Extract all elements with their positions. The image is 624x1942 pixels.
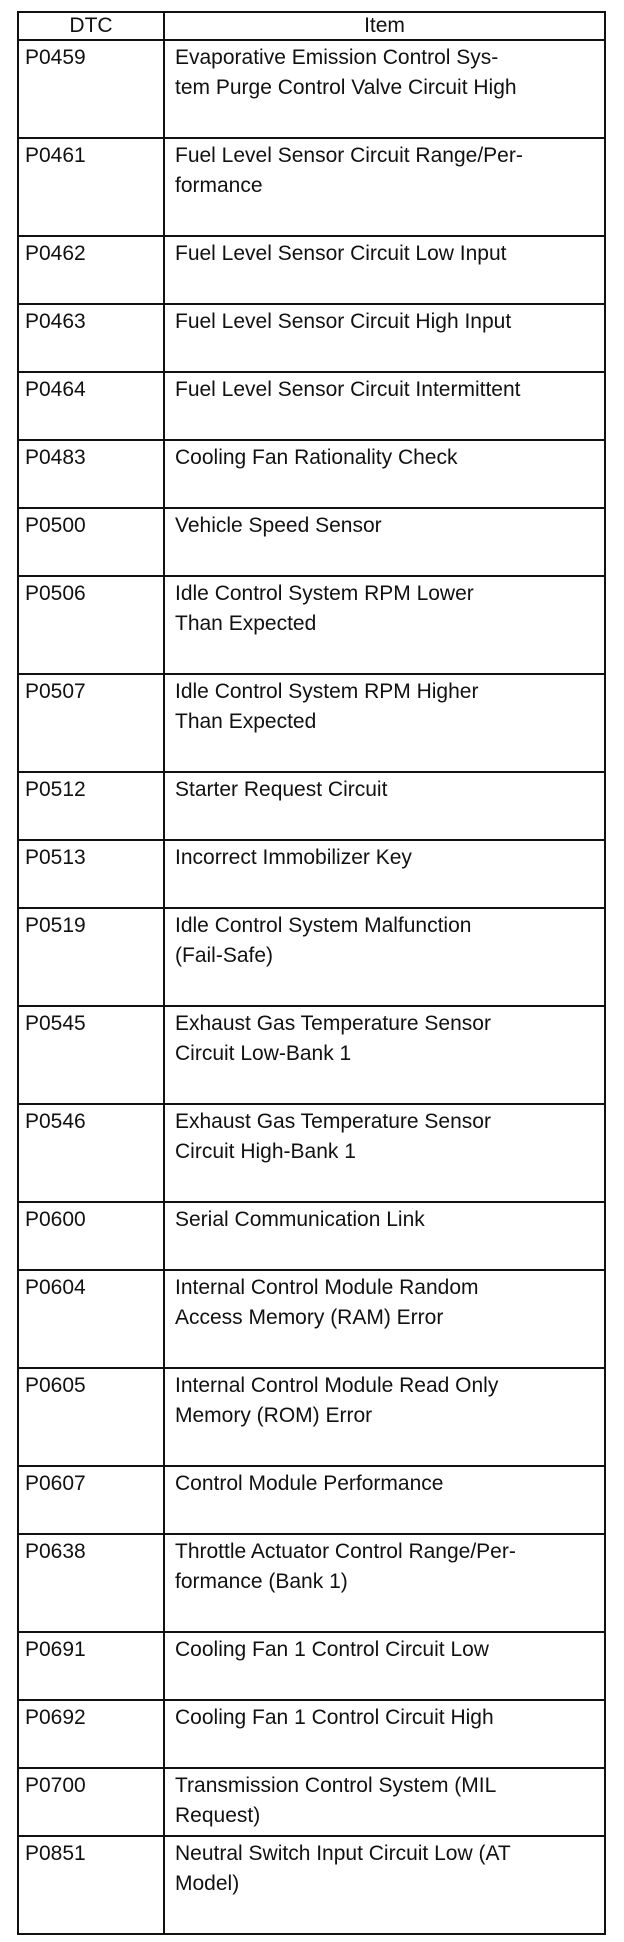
table-row (18, 674, 605, 772)
dtc-item-line: Fuel Level Sensor Circuit High Input (175, 310, 512, 333)
table-row (18, 1700, 605, 1768)
table-row (18, 772, 605, 840)
dtc-code-cell: P0513 (18, 840, 164, 908)
header-item: Item (164, 12, 605, 40)
table-row (18, 1270, 605, 1368)
dtc-code-cell: P0463 (18, 304, 164, 372)
dtc-code-cell: P0519 (18, 908, 164, 1006)
dtc-item-line: Access Memory (RAM) Error (175, 1306, 444, 1329)
dtc-item-line: Model) (175, 1872, 240, 1895)
dtc-item-cell (164, 1768, 605, 1836)
dtc-item-cell (164, 1270, 605, 1368)
dtc-item-cell (164, 40, 605, 138)
dtc-item-line: Cooling Fan 1 Control Circuit High (175, 1706, 494, 1729)
dtc-item-line: Neutral Switch Input Circuit Low (AT (175, 1842, 511, 1865)
dtc-item-cell (164, 772, 605, 840)
dtc-item-line: Vehicle Speed Sensor (175, 514, 382, 537)
dtc-item-line: Idle Control System Malfunction (175, 914, 472, 937)
dtc-item-cell (164, 840, 605, 908)
table-row (18, 1534, 605, 1632)
table-row (18, 1104, 605, 1202)
dtc-item-line: Idle Control System RPM Higher (175, 680, 479, 703)
dtc-item-cell (164, 236, 605, 304)
dtc-code-cell: P0545 (18, 1006, 164, 1104)
dtc-item-line: Fuel Level Sensor Circuit Range/Per- (175, 144, 523, 167)
dtc-item-cell (164, 1104, 605, 1202)
dtc-item-cell (164, 1700, 605, 1768)
dtc-code-cell: P0512 (18, 772, 164, 840)
dtc-item-cell (164, 508, 605, 576)
dtc-item-line: Internal Control Module Read Only (175, 1374, 499, 1397)
dtc-code-cell: P0638 (18, 1534, 164, 1632)
dtc-table (17, 11, 606, 1935)
dtc-item-line: Incorrect Immobilizer Key (175, 846, 412, 869)
dtc-item-line: Cooling Fan 1 Control Circuit Low (175, 1638, 489, 1661)
dtc-code-cell: P0691 (18, 1632, 164, 1700)
table-row (18, 1368, 605, 1466)
dtc-code-cell: P0692 (18, 1700, 164, 1768)
dtc-item-line: Than Expected (175, 710, 317, 733)
table-row (18, 440, 605, 508)
table-row (18, 908, 605, 1006)
table-row (18, 508, 605, 576)
dtc-item-line: Memory (ROM) Error (175, 1404, 373, 1427)
dtc-item-cell (164, 1534, 605, 1632)
table-row (18, 1836, 605, 1934)
dtc-code-cell: P0483 (18, 440, 164, 508)
dtc-item-cell (164, 304, 605, 372)
dtc-item-cell (164, 576, 605, 674)
dtc-item-cell (164, 1632, 605, 1700)
dtc-item-cell (164, 1006, 605, 1104)
dtc-item-line: Control Module Performance (175, 1472, 444, 1495)
dtc-item-line: Internal Control Module Random (175, 1276, 479, 1299)
table-row (18, 576, 605, 674)
header-dtc: DTC (18, 12, 164, 40)
dtc-item-cell (164, 1836, 605, 1934)
dtc-item-line: Cooling Fan Rationality Check (175, 446, 458, 469)
table-row (18, 1006, 605, 1104)
dtc-item-line: tem Purge Control Valve Circuit High (175, 76, 517, 99)
dtc-code-cell: P0600 (18, 1202, 164, 1270)
dtc-code-cell: P0851 (18, 1836, 164, 1934)
header-row (18, 12, 605, 40)
table-row (18, 1632, 605, 1700)
table-row (18, 1202, 605, 1270)
dtc-code-cell: P0507 (18, 674, 164, 772)
dtc-item-cell (164, 908, 605, 1006)
table-row (18, 138, 605, 236)
dtc-item-line: Fuel Level Sensor Circuit Intermittent (175, 378, 521, 401)
dtc-code-cell: P0461 (18, 138, 164, 236)
table-row (18, 40, 605, 138)
table-row (18, 840, 605, 908)
dtc-item-cell (164, 1202, 605, 1270)
dtc-code-cell: P0546 (18, 1104, 164, 1202)
dtc-item-line: formance (Bank 1) (175, 1570, 348, 1593)
dtc-item-cell (164, 674, 605, 772)
dtc-item-line: Exhaust Gas Temperature Sensor (175, 1110, 491, 1133)
dtc-item-line: Transmission Control System (MIL (175, 1774, 497, 1797)
table-row (18, 1768, 605, 1836)
table-row (18, 236, 605, 304)
dtc-code-cell: P0700 (18, 1768, 164, 1836)
dtc-code-cell: P0500 (18, 508, 164, 576)
dtc-item-cell (164, 1466, 605, 1534)
table-row (18, 304, 605, 372)
dtc-item-line: Fuel Level Sensor Circuit Low Input (175, 242, 507, 265)
dtc-code-cell: P0605 (18, 1368, 164, 1466)
dtc-item-line: Evaporative Emission Control Sys- (175, 46, 499, 69)
dtc-code-cell: P0462 (18, 236, 164, 304)
dtc-item-line: Circuit High-Bank 1 (175, 1140, 356, 1163)
dtc-item-line: formance (175, 174, 263, 197)
dtc-item-line: Request) (175, 1804, 261, 1827)
dtc-code-cell: P0459 (18, 40, 164, 138)
dtc-code-cell: P0464 (18, 372, 164, 440)
table-row (18, 1466, 605, 1534)
dtc-item-line: Serial Communication Link (175, 1208, 425, 1231)
dtc-item-line: Than Expected (175, 612, 317, 635)
dtc-item-line: Circuit Low-Bank 1 (175, 1042, 352, 1065)
dtc-item-cell (164, 440, 605, 508)
dtc-item-cell (164, 372, 605, 440)
table-body (18, 40, 605, 1934)
dtc-item-line: Throttle Actuator Control Range/Per- (175, 1540, 516, 1563)
dtc-item-cell (164, 138, 605, 236)
dtc-code-cell: P0607 (18, 1466, 164, 1534)
dtc-item-line: Starter Request Circuit (175, 778, 388, 801)
dtc-code-cell: P0506 (18, 576, 164, 674)
dtc-code-cell: P0604 (18, 1270, 164, 1368)
table-row (18, 372, 605, 440)
dtc-item-cell (164, 1368, 605, 1466)
dtc-item-line: Exhaust Gas Temperature Sensor (175, 1012, 491, 1035)
dtc-item-line: Idle Control System RPM Lower (175, 582, 474, 605)
dtc-item-line: (Fail-Safe) (175, 944, 274, 967)
